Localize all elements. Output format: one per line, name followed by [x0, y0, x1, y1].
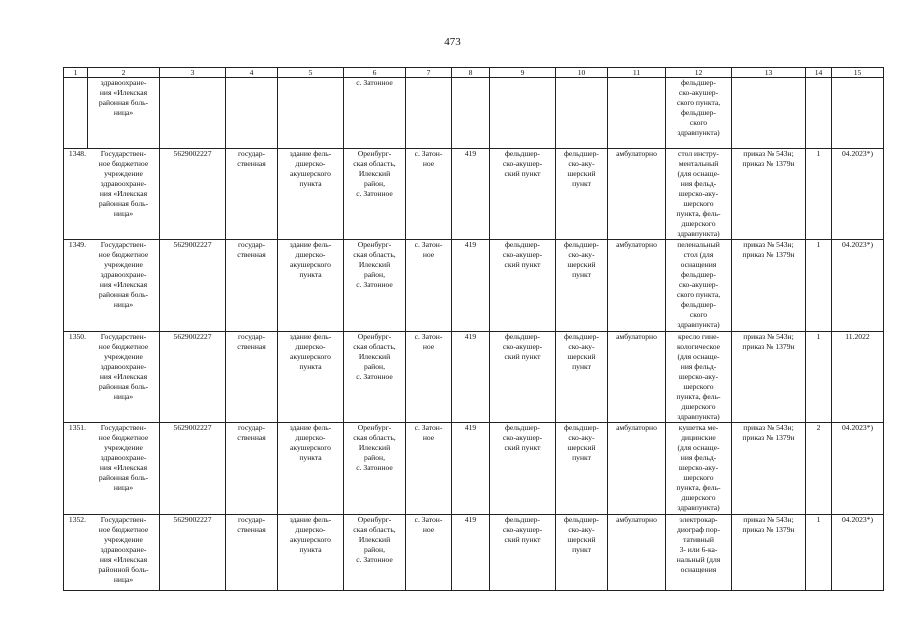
table-row	[64, 240, 884, 332]
address: Оренбург- ская область, Илекский район, с. Затонное	[353, 515, 396, 564]
org-name: Государствен- ное бюджетное учреждение здравоохране- ния «Илекская районная боль- ница»	[98, 332, 149, 401]
row-number: 1348.	[68, 149, 86, 158]
ownership: государ- ственная	[237, 515, 266, 534]
locality: с. Затон- ное	[414, 149, 443, 168]
column-header: 9	[490, 68, 556, 78]
date: 04.2023*)	[841, 423, 873, 432]
locality: с. Затон- ное	[414, 240, 443, 259]
unit: фельдшер- ско-акушер- ский пункт	[502, 332, 543, 361]
equipment: кушетка ме- дицинские (для оснаще- ния фельд- шерско-аку- шерского пункта, фель- дшерского здравпункта)	[676, 423, 721, 512]
quantity: 2	[816, 423, 821, 432]
unit-type: фельдшер- ско-аку- шерский пункт	[564, 149, 599, 188]
column-header: 8	[452, 68, 490, 78]
row-number: 1352.	[68, 515, 86, 524]
inn: 5629002227	[173, 423, 212, 432]
code: 419	[464, 149, 477, 158]
care-type: амбулаторно	[616, 332, 657, 341]
code: 419	[464, 423, 477, 432]
equipment: кресло гине- кологическое (для оснаще- ния фельд- шерско-аку- шерского пункта, фель- дшерского здравпункта)	[676, 332, 721, 421]
table-row	[64, 332, 884, 423]
column-header: 13	[732, 68, 806, 78]
address: Оренбург- ская область, Илекский район, с. Затонное	[353, 423, 396, 472]
locality: с. Затон- ное	[414, 423, 443, 442]
order: приказ № 543н; приказ № 1379н	[742, 332, 795, 351]
quantity: 1	[816, 240, 821, 249]
unit: фельдшер- ско-акушер- ский пункт	[502, 515, 543, 544]
care-type: амбулаторно	[616, 423, 657, 432]
unit-type: фельдшер- ско-аку- шерский пункт	[564, 423, 599, 462]
org-name: Государствен- ное бюджетное учреждение здравоохране- ния «Илекская районной боль- ница»	[98, 515, 149, 584]
quantity: 1	[816, 515, 821, 524]
care-type: амбулаторно	[616, 240, 657, 249]
quantity: 1	[816, 149, 821, 158]
inn: 5629002227	[173, 149, 212, 158]
address: Оренбург- ская область, Илекский район, с. Затонное	[353, 332, 396, 381]
address: Оренбург- ская область, Илекский район, с. Затонное	[353, 149, 396, 198]
date: 04.2023*)	[841, 515, 873, 524]
building: здание фель- дшерско- акушерского пункта	[289, 515, 332, 554]
unit-type: фельдшер- ско-аку- шерский пункт	[564, 332, 599, 371]
column-header: 3	[160, 68, 226, 78]
unit: фельдшер- ско-акушер- ский пункт	[502, 240, 543, 269]
org-name: Государствен- ное бюджетное учреждение здравоохране- ния «Илекская районная боль- ница»	[98, 240, 149, 309]
building: здание фель- дшерско- акушерского пункта	[289, 423, 332, 462]
column-header: 4	[226, 68, 278, 78]
unit-type: фельдшер- ско-аку- шерский пункт	[564, 515, 599, 554]
table-row	[64, 423, 884, 515]
ownership: государ- ственная	[237, 423, 266, 442]
care-type: амбулаторно	[616, 149, 657, 158]
unit-type: фельдшер- ско-аку- шерский пункт	[564, 240, 599, 279]
row-number: 1349.	[68, 240, 86, 249]
column-header: 10	[556, 68, 608, 78]
inn: 5629002227	[173, 515, 212, 524]
column-header: 14	[806, 68, 832, 78]
equipment: электрокар- диограф пор- тативный 3- или 6-ка- нальный (для оснащения	[676, 515, 721, 574]
building: здание фель- дшерско- акушерского пункта	[289, 149, 332, 188]
column-header: 7	[406, 68, 452, 78]
header-row	[64, 68, 884, 78]
locality: с. Затон- ное	[414, 515, 443, 534]
column-header: 15	[832, 68, 884, 78]
unit: фельдшер- ско-акушер- ский пункт	[502, 423, 543, 452]
unit: фельдшер- ско-акушер- ский пункт	[502, 149, 543, 178]
org-name: Государствен- ное бюджетное учреждение здравоохране- ния «Илекская районная боль- ница»	[98, 423, 149, 492]
date: 04.2023*)	[841, 240, 873, 249]
equipment: фельдшер- ско-акушер- ского пункта, фельдшер- ского здравпункта)	[676, 78, 721, 137]
equipment-table	[63, 67, 884, 591]
equipment: стол инстру- ментальный (для оснаще- ния фельд- шерско-аку- шерского пункта, фель- дшерского здравпункта)	[676, 149, 721, 238]
code: 419	[464, 332, 477, 341]
column-header: 6	[344, 68, 406, 78]
continuation-row	[64, 78, 884, 149]
locality: с. Затон- ное	[414, 332, 443, 351]
order: приказ № 543н; приказ № 1379н	[742, 423, 795, 442]
row-number: 1351.	[68, 423, 86, 432]
ownership: государ- ственная	[237, 149, 266, 168]
org-name: Государствен- ное бюджетное учреждение здравоохране- ния «Илекская районная боль- ница»	[98, 149, 149, 218]
column-header: 12	[666, 68, 732, 78]
page-number: 473	[444, 36, 461, 48]
order: приказ № 543н; приказ № 1379н	[742, 149, 795, 168]
table-row	[64, 149, 884, 240]
table-row	[64, 515, 884, 591]
address: Оренбург- ская область, Илекский район, с. Затонное	[353, 240, 396, 289]
building: здание фель- дшерско- акушерского пункта	[289, 240, 332, 279]
code: 419	[464, 515, 477, 524]
inn: 5629002227	[173, 240, 212, 249]
building: здание фель- дшерско- акушерского пункта	[289, 332, 332, 371]
ownership: государ- ственная	[237, 332, 266, 351]
inn: 5629002227	[173, 332, 212, 341]
row-number: 1350.	[68, 332, 86, 341]
ownership: государ- ственная	[237, 240, 266, 259]
column-header: 1	[64, 68, 88, 78]
code: 419	[464, 240, 477, 249]
date: 11.2022	[845, 332, 870, 341]
address: с. Затонное	[356, 78, 393, 87]
order: приказ № 543н; приказ № 1379н	[742, 515, 795, 534]
care-type: амбулаторно	[616, 515, 657, 524]
column-header: 5	[278, 68, 344, 78]
column-header: 2	[88, 68, 160, 78]
quantity: 1	[816, 332, 821, 341]
order: приказ № 543н; приказ № 1379н	[742, 240, 795, 259]
column-header: 11	[608, 68, 666, 78]
equipment: пеленальный стол (для оснащения фельдшер- ско-акушер- ского пункта, фельдшер- ского здравпункта)	[676, 240, 721, 329]
date: 04.2023*)	[841, 149, 873, 158]
org-name: здравоохране- ния «Илекская районная боль- ница»	[98, 78, 149, 117]
